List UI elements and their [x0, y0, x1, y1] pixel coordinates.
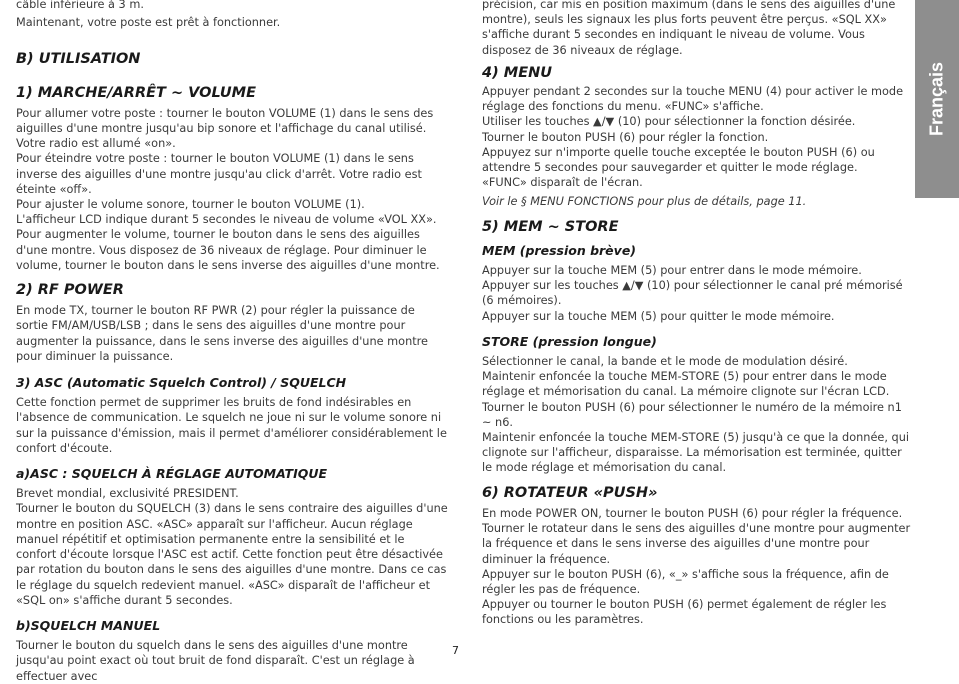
- language-tab: [915, 0, 959, 198]
- paragraph-squelch-manuel: Tourner le bouton du squelch dans le sens des aiguilles d'une montre jusqu'au point exact où tout bruit de fond disparaît. C'est un réglage à effectuer avec: [16, 639, 415, 683]
- paragraph-ajuster: Pour ajuster le volume sonore, tourner le bouton VOLUME (1).: [16, 198, 365, 212]
- heading-menu: 4) MENU: [482, 64, 553, 81]
- paragraph-brevet: Brevet mondial, exclusivité PRESIDENT.: [16, 487, 239, 501]
- paragraph-menu-regler: Tourner le bouton PUSH (6) pour régler la fonction.: [482, 130, 769, 144]
- paragraph-rf-power: En mode TX, tourner le bouton RF PWR (2) pour régler la puissance de sortie FM/AM/USB/LSB ; dans le sens des aiguilles d'une montre pour augmenter la puissance, dans le sens inverse des aiguilles d'une montre pour diminuer la puissance.: [16, 304, 429, 363]
- paragraph-rotateur-frequence: En mode POWER ON, tourner le bouton PUSH (6) pour régler la fréquence. Tourner le rotateur dans le sens des aiguilles d'une montre pour augmenter la fréquence et dans le sens inverse des aiguilles d'une montre pour diminuer la fréquence.: [482, 506, 911, 566]
- paragraph-rotateur-fonctions: Appuyer ou tourner le bouton PUSH (6) permet également de régler les fonctions ou les paramètres.: [482, 598, 887, 627]
- paragraph-asc-intro: Cette fonction permet de supprimer les bruits de fond indésirables en l'absence de communication. Le squelch ne joue ni sur le volume sonore ni sur la puissance d'émission, mais il permet d'améliorer considérablement le confort d'écoute.: [16, 396, 447, 455]
- heading-rf-power: 2) RF POWER: [16, 282, 124, 299]
- paragraph-menu-sauvegarder: Appuyez sur n'importe quelle touche exceptée le bouton PUSH (6) ou attendre 5 secondes pour sauvegarder et quitter le mode réglage.: [482, 145, 875, 175]
- paragraph-menu-activer: Appuyer pendant 2 secondes sur la touche MENU (4) pour activer le mode réglage des fonctions du menu. «FUNC» s'affiche.: [482, 85, 904, 114]
- heading-utilisation: B) UTILISATION: [16, 51, 141, 68]
- paragraph-squelch-precision: précision, car mis en position maximum (dans le sens des aiguilles d'une montre), seuls les signaux les plus forts peuvent être perçus. «SQL XX» s'affiche durant 5 secondes en indiquant le niveau de volume. Vous disposez de 36 niveaux de réglage.: [482, 0, 896, 57]
- paragraph-mem-entrer: Appuyer sur la touche MEM (5) pour entrer dans le mode mémoire.: [482, 264, 862, 278]
- paragraph-store-terminee: Maintenir enfoncée la touche MEM-STORE (5) jusqu'à ce que la donnée, qui clignote sur l'afficheur, disparaisse. La mémorisation est terminée, quitter le mode réglage et mémorisation du canal.: [482, 431, 910, 475]
- paragraph-store-maintenir: Maintenir enfoncée la touche MEM-STORE (5) pour entrer dans le mode réglage et mémorisation du canal. La mémoire clignote sur l'écran LCD.: [482, 370, 890, 399]
- language-tab-label: Français: [926, 61, 947, 137]
- paragraph-eteindre: Pour éteindre votre poste : tourner le bouton VOLUME (1) dans le sens inverse des aiguilles d'une montre jusqu'au click d'arrêt. Votre radio est éteinte «off».: [16, 152, 422, 196]
- paragraph-allumer: Pour allumer votre poste : tourner le bouton VOLUME (1) dans le sens des aiguilles d'une montre jusqu'au bip sonore et l'affichage du canal utilisé. Votre radio est allumé «on».: [16, 106, 434, 151]
- heading-marche-arret: 1) MARCHE/ARRÊT ~ VOLUME: [16, 84, 257, 101]
- heading-mem-store: 5) MEM ~ STORE: [482, 218, 619, 235]
- heading-mem: MEM (pression brève): [482, 242, 637, 258]
- paragraph-afficheur-volume: L'afficheur LCD indique durant 5 secondes le niveau de volume «VOL XX».: [16, 213, 437, 227]
- left-column: [16, 0, 448, 684]
- heading-asc-automatique: a)ASC : SQUELCH À RÉGLAGE AUTOMATIQUE: [16, 466, 328, 482]
- paragraph-menu-voir: Voir le § MENU FONCTIONS pour plus de détails, page 11.: [482, 195, 807, 209]
- heading-asc: 3) ASC (Automatic Squelch Control) / SQUELCH: [16, 375, 347, 391]
- heading-rotateur: 6) ROTATEUR «PUSH»: [482, 484, 658, 501]
- page-number: 7: [452, 644, 459, 657]
- paragraph-rotateur-pas: Appuyer sur le bouton PUSH (6), «_» s'affiche sous la fréquence, afin de régler les pas de fréquence.: [482, 567, 889, 596]
- heading-store: STORE (pression longue): [482, 333, 657, 349]
- paragraph-squelch-asc: Tourner le bouton du SQUELCH (3) dans le sens contraire des aiguilles d'une montre en position ASC. «ASC» apparaît sur l'afficheur. Aucun réglage manuel répétitif et optimisation permanente entre la sensibilité et le confort d'écoute lorsque l'ASC est actif. Cette fonction peut être désactivée par rotation du bouton dans le sens des aiguilles d'une montre. Dans ce cas le réglage du squelch redevient manuel. «ASC» disparaît de l'afficheur et «SQL on» s'affiche durant 5 secondes.: [16, 502, 448, 607]
- right-column: [482, 0, 912, 628]
- paragraph-menu-selectionner: Utiliser les touches ▲/▼ (10) pour sélectionner la fonction désirée.: [482, 115, 856, 129]
- heading-squelch-manuel: b)SQUELCH MANUEL: [16, 617, 161, 633]
- paragraph-menu-func: «FUNC» disparaît de l'écran.: [482, 176, 643, 190]
- paragraph-mem-quitter: Appuyer sur la touche MEM (5) pour quitter le mode mémoire.: [482, 309, 835, 323]
- paragraph-augmenter-volume: Pour augmenter le volume, tourner le bouton dans le sens des aiguilles d'une montre. Vous disposez de 36 niveaux de réglage. Pour diminuer le volume, tourner le bouton dans le sens inverse des aiguilles d'une montre.: [16, 228, 440, 272]
- paragraph-store-memoire: Tourner le bouton PUSH (6) pour sélectionner le numéro de la mémoire n1 ~ n6.: [482, 400, 902, 429]
- intro-line-1: câble inférieure à 3 m.: [16, 0, 144, 11]
- intro-line-2: Maintenant, votre poste est prêt à fonctionner.: [16, 16, 281, 30]
- paragraph-store-selectionner: Sélectionner le canal, la bande et le mode de modulation désiré.: [482, 355, 848, 369]
- paragraph-mem-selectionner: Appuyer sur les touches ▲/▼ (10) pour sélectionner le canal pré mémorisé (6 mémoires).: [482, 279, 903, 308]
